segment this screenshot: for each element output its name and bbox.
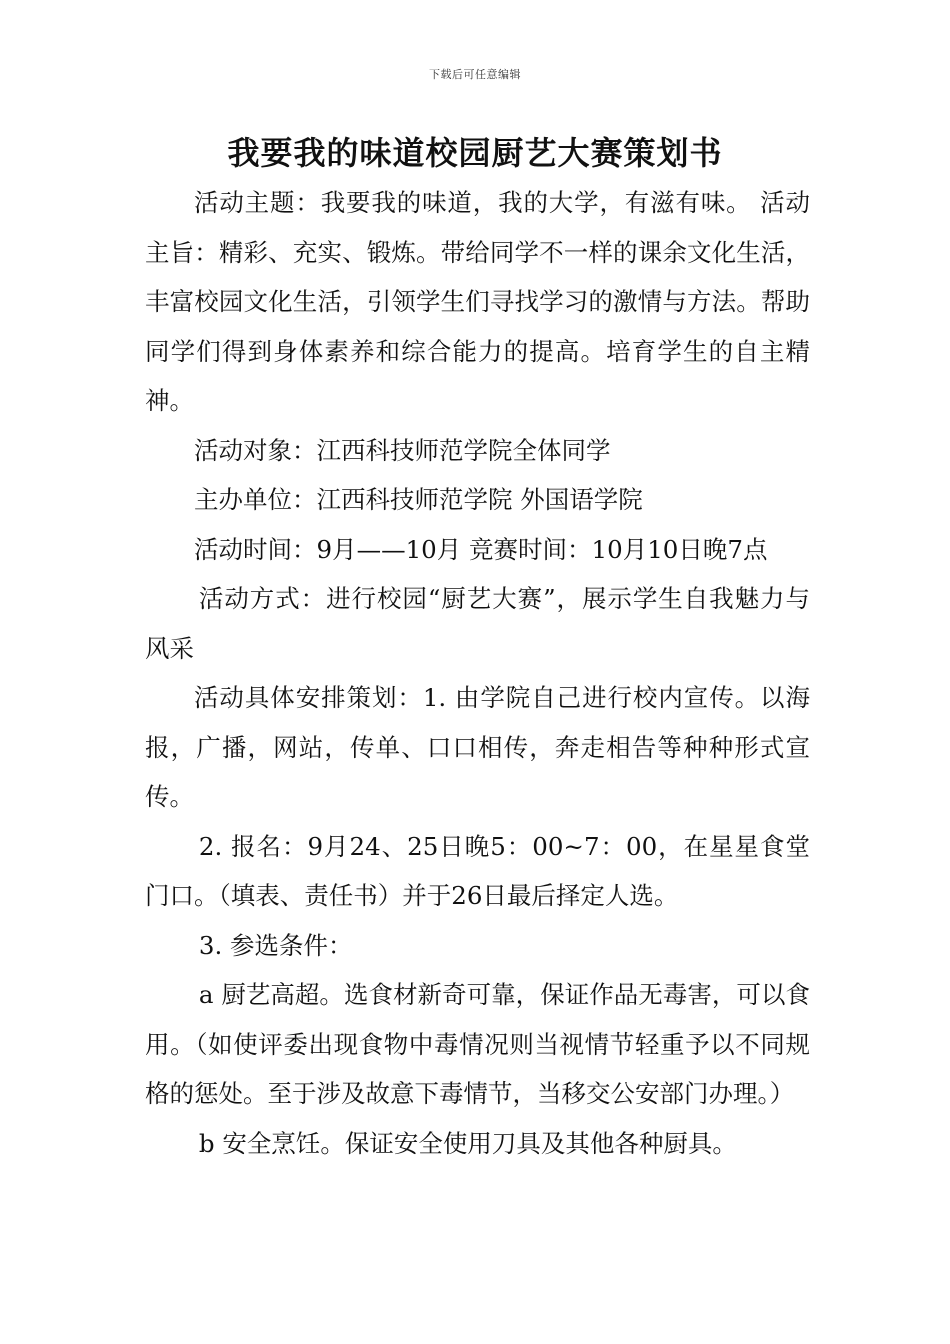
paragraph-condition-b: b 安全烹饪。保证安全使用刀具及其他各种厨具。 xyxy=(198,1128,737,1158)
paragraph-audience: 活动对象：江西科技师范学院全体同学 xyxy=(194,435,611,465)
paragraph-organizer: 主办单位：江西科技师范学院 外国语学院 xyxy=(194,485,643,514)
paragraph-conditions-heading: 3. 参选条件： xyxy=(198,930,353,960)
paragraph-condition-a: a 厨艺高超。选食材新奇可靠，保证作品无毒害，可以食用。（如使评委出现食物中毒情况则当视情节轻重予以不同规格的惩处。至于涉及故意下毒情节，当移交公安部门办理。） xyxy=(145,980,810,1108)
download-note: 下载后可任意编辑 xyxy=(429,68,521,81)
paragraph-theme: 活动主题：我要我的味道，我的大学，有滋有味。 活动主旨：精彩、充实、锻炼。带给同学不一样的课余文化生活，丰富校园文化生活，引领学生们寻找学习的激情与方法。帮助同学们得到身体素养和综合能力的提高。培育学生的自主精神。 xyxy=(145,188,810,415)
paragraph-registration: 2. 报名：9月24、25日晚5：00~7：00，在星星食堂门口。（填表、责任书）并于26日最后择定人选。 xyxy=(145,831,810,910)
document-body xyxy=(145,178,810,1168)
document-title: 我要我的味道校园厨艺大赛策划书 xyxy=(227,134,723,172)
paragraph-time: 活动时间：9月——10月 竞赛时间：10月10日晚7点 xyxy=(194,534,768,564)
paragraph-arrangement: 活动具体安排策划：1. 由学院自己进行校内宣传。以海报，广播，网站，传单、口口相传，奔走相告等种种形式宣传。 xyxy=(145,683,810,811)
paragraph-format: 活动方式：进行校园“厨艺大赛”，展示学生自我魅力与风采 xyxy=(145,584,810,663)
